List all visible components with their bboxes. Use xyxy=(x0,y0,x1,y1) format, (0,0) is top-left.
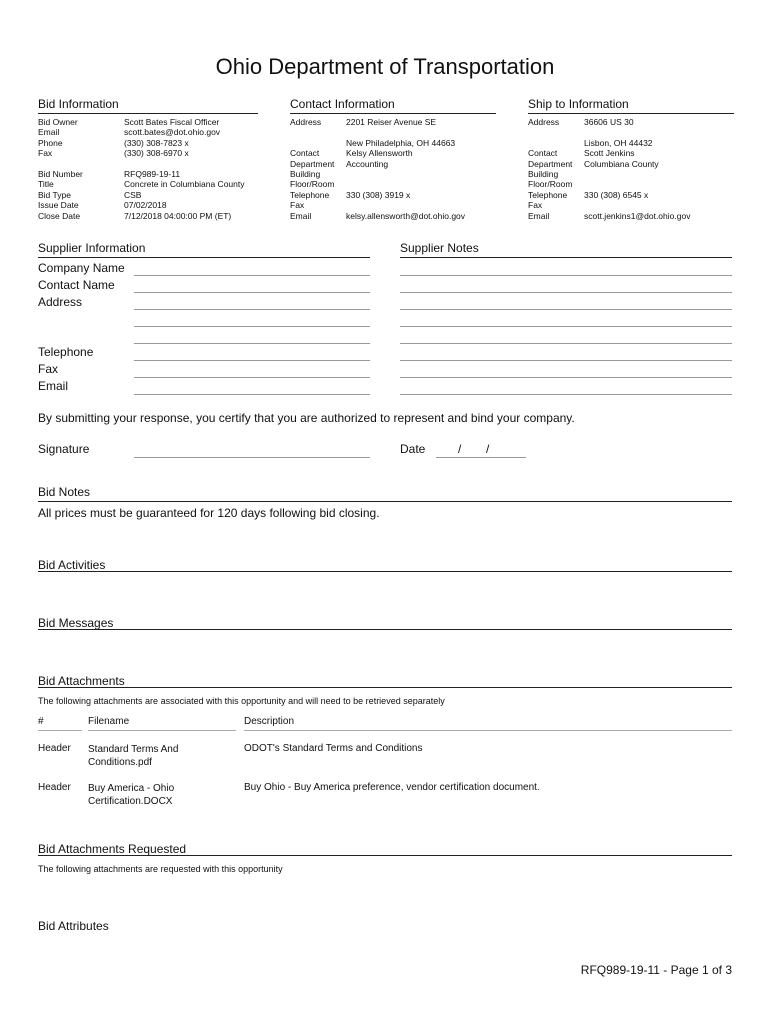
bid-number-value: RFQ989-19-11 xyxy=(124,169,181,180)
attachment-2-filename[interactable] xyxy=(88,782,174,808)
attachments-requested-heading: Bid Attachments Requested xyxy=(38,842,187,856)
bid-fax-label: Fax xyxy=(38,148,53,159)
fax-field[interactable] xyxy=(134,377,370,378)
contact-building-value xyxy=(346,169,506,179)
telephone-field[interactable] xyxy=(134,360,370,361)
contact-information-heading: Contact Information xyxy=(290,97,395,111)
supplier-notes-line-6[interactable] xyxy=(400,360,732,361)
attachment-2-description: Buy Ohio - Buy America preference, vendor certification document. xyxy=(244,782,540,793)
contact-address-label: Address xyxy=(290,117,322,127)
ship-to-values xyxy=(584,117,734,221)
supplier-notes-line-1[interactable] xyxy=(400,275,732,276)
bid-owner-label: Bid Owner xyxy=(38,117,78,127)
supplier-notes-line-5[interactable] xyxy=(400,343,732,344)
bid-issue-date-value: 07/02/2018 xyxy=(124,200,167,211)
ship-spacer-2 xyxy=(528,138,584,148)
address-field-1[interactable] xyxy=(134,309,370,310)
ship-value-spacer xyxy=(584,127,734,137)
company-name-field[interactable] xyxy=(134,275,370,276)
supplier-information-rule xyxy=(38,257,370,258)
ship-to-information-heading: Ship to Information xyxy=(528,97,629,111)
contact-name-label: Contact Name xyxy=(38,278,115,292)
ship-department-value: Columbiana County xyxy=(584,158,659,169)
attachments-requested-intro: The following attachments are requested with this opportunity xyxy=(38,864,283,874)
attachment-2-filename-line-1: Buy America - Ohio xyxy=(88,783,175,794)
bid-notes-heading: Bid Notes xyxy=(38,485,91,499)
ship-email-value: scott.jenkins1@dot.ohio.gov xyxy=(584,210,691,221)
signature-field[interactable] xyxy=(134,457,370,458)
attachments-col-description-rule xyxy=(244,730,732,731)
ship-building-label: Building xyxy=(528,169,559,180)
bid-type-value: CSB xyxy=(124,189,142,200)
ship-city-value: Lisbon, OH 44432 xyxy=(584,137,653,148)
bid-activities-rule xyxy=(38,571,732,572)
attachments-col-number: # xyxy=(38,716,44,727)
certify-statement: By submitting your response, you certify that you are authorized to represent and bind your company. xyxy=(38,411,575,425)
attachments-col-filename: Filename xyxy=(88,716,130,727)
contact-floor-room-value xyxy=(346,179,506,189)
date-separator-1: / xyxy=(458,442,462,456)
contact-information-rule xyxy=(290,113,496,114)
attachment-1-number: Header xyxy=(38,743,71,754)
bid-issue-date-label: Issue Date xyxy=(38,200,79,211)
attachment-2-number: Header xyxy=(38,782,71,793)
bid-information-values xyxy=(124,117,264,221)
address-field-3[interactable] xyxy=(134,343,370,344)
bid-fax-value: (330) 308-6970 x xyxy=(124,148,189,159)
address-field-2[interactable] xyxy=(134,326,370,327)
bid-type-label: Bid Type xyxy=(38,189,71,200)
bid-phone-label: Phone xyxy=(38,137,63,148)
contact-fax-value xyxy=(346,200,506,210)
ship-address-label: Address xyxy=(528,117,560,127)
ship-telephone-value: 330 (308) 6545 x xyxy=(584,189,649,200)
contact-information-labels xyxy=(290,117,346,221)
ship-spacer-1 xyxy=(528,127,584,137)
bid-close-date-label: Close Date xyxy=(38,210,81,221)
ship-department-label: Department xyxy=(528,158,573,169)
bid-notes-text: All prices must be guaranteed for 120 days following bid closing. xyxy=(38,506,380,520)
attachments-col-number-rule xyxy=(38,730,82,731)
supplier-notes-line-2[interactable] xyxy=(400,292,732,293)
bid-email-label: Email xyxy=(38,127,60,138)
supplier-notes-rule xyxy=(400,257,732,258)
bid-title-value: Concrete in Columbiana County xyxy=(124,179,245,190)
ship-contact-value: Scott Jenkins xyxy=(584,148,635,159)
bid-number-label: Bid Number xyxy=(38,169,83,180)
contact-email-label: Email xyxy=(290,210,312,221)
contact-information-values xyxy=(346,117,506,221)
ship-floor-room-value xyxy=(584,179,734,189)
attachment-2-filename-line-2: Certification.DOCX xyxy=(88,796,173,807)
bid-notes-rule xyxy=(38,501,732,502)
attachments-requested-rule xyxy=(38,855,732,856)
attachment-1-filename[interactable] xyxy=(88,743,178,769)
contact-fax-label: Fax xyxy=(290,200,305,211)
contact-city-value: New Philadelphia, OH 44663 xyxy=(346,137,456,148)
company-name-label: Company Name xyxy=(38,261,125,275)
ship-telephone-label: Telephone xyxy=(528,189,568,200)
contact-contact-label: Contact xyxy=(290,148,320,159)
ship-building-value xyxy=(584,169,734,179)
bid-activities-heading: Bid Activities xyxy=(38,558,106,572)
ship-fax-value xyxy=(584,200,734,210)
bid-attachments-intro: The following attachments are associated with this opportunity and will need to be retrieved separately xyxy=(38,696,445,706)
bid-information-heading: Bid Information xyxy=(38,97,119,111)
fax-label: Fax xyxy=(38,362,59,376)
ship-contact-label: Contact xyxy=(528,148,558,159)
ship-floor-room-label: Floor/Room xyxy=(528,179,573,190)
bid-information-rule xyxy=(38,113,258,114)
contact-telephone-value: 330 (308) 3919 x xyxy=(346,189,411,200)
page-footer: RFQ989-19-11 - Page 1 of 3 xyxy=(580,963,732,977)
bid-information-labels xyxy=(38,117,122,221)
attachment-1-filename-line-1: Standard Terms And xyxy=(88,744,179,755)
page-title: Ohio Department of Transportation xyxy=(215,54,555,79)
attachment-1-description: ODOT's Standard Terms and Conditions xyxy=(244,743,423,754)
bid-owner-value: Scott Bates Fiscal Officer xyxy=(124,117,220,127)
contact-contact-value: Kelsy Allensworth xyxy=(346,148,413,159)
telephone-label: Telephone xyxy=(38,345,94,359)
ship-to-information-rule xyxy=(528,113,734,114)
bid-spacer xyxy=(38,159,122,169)
supplier-information-heading: Supplier Information xyxy=(38,241,146,255)
supplier-notes-heading: Supplier Notes xyxy=(400,241,479,255)
ship-address-value: 36606 US 30 xyxy=(584,117,634,127)
contact-value-spacer xyxy=(346,127,506,137)
bid-spacer-value xyxy=(124,159,264,169)
signature-label: Signature xyxy=(38,442,90,456)
bid-phone-value: (330) 308-7823 x xyxy=(124,137,189,148)
contact-department-value: Accounting xyxy=(346,158,389,169)
bid-title-label: Title xyxy=(38,179,54,190)
contact-telephone-label: Telephone xyxy=(290,189,330,200)
contact-building-label: Building xyxy=(290,169,321,180)
date-field[interactable] xyxy=(436,457,526,458)
date-label: Date xyxy=(400,442,426,456)
attachments-col-filename-rule xyxy=(88,730,236,731)
contact-email-value: kelsy.allensworth@dot.ohio.gov xyxy=(346,210,466,221)
attachments-col-description: Description xyxy=(244,716,295,727)
email-label: Email xyxy=(38,379,69,393)
email-field[interactable] xyxy=(134,394,370,395)
ship-to-labels xyxy=(528,117,584,221)
bid-messages-heading: Bid Messages xyxy=(38,616,114,630)
bid-messages-rule xyxy=(38,629,732,630)
attachment-1-filename-line-2: Conditions.pdf xyxy=(88,757,152,768)
contact-address-value: 2201 Reiser Avenue SE xyxy=(346,117,437,127)
date-separator-2: / xyxy=(486,442,490,456)
ship-email-label: Email xyxy=(528,210,550,221)
supplier-notes-line-8[interactable] xyxy=(400,394,732,395)
ship-fax-label: Fax xyxy=(528,200,543,211)
contact-spacer-1 xyxy=(290,127,346,137)
address-label: Address xyxy=(38,295,83,309)
contact-name-field[interactable] xyxy=(134,292,370,293)
contact-floor-room-label: Floor/Room xyxy=(290,179,335,190)
contact-department-label: Department xyxy=(290,158,335,169)
bid-attachments-heading: Bid Attachments xyxy=(38,674,125,688)
supplier-notes-line-7[interactable] xyxy=(400,377,732,378)
bid-email-value: scott.bates@dot.ohio.gov xyxy=(124,127,221,138)
supplier-notes-line-3[interactable] xyxy=(400,309,732,310)
bid-close-date-value: 7/12/2018 04:00:00 PM (ET) xyxy=(124,210,232,221)
supplier-notes-line-4[interactable] xyxy=(400,326,732,327)
bid-attachments-rule xyxy=(38,687,732,688)
bid-attributes-heading: Bid Attributes xyxy=(38,919,109,933)
contact-spacer-2 xyxy=(290,138,346,148)
